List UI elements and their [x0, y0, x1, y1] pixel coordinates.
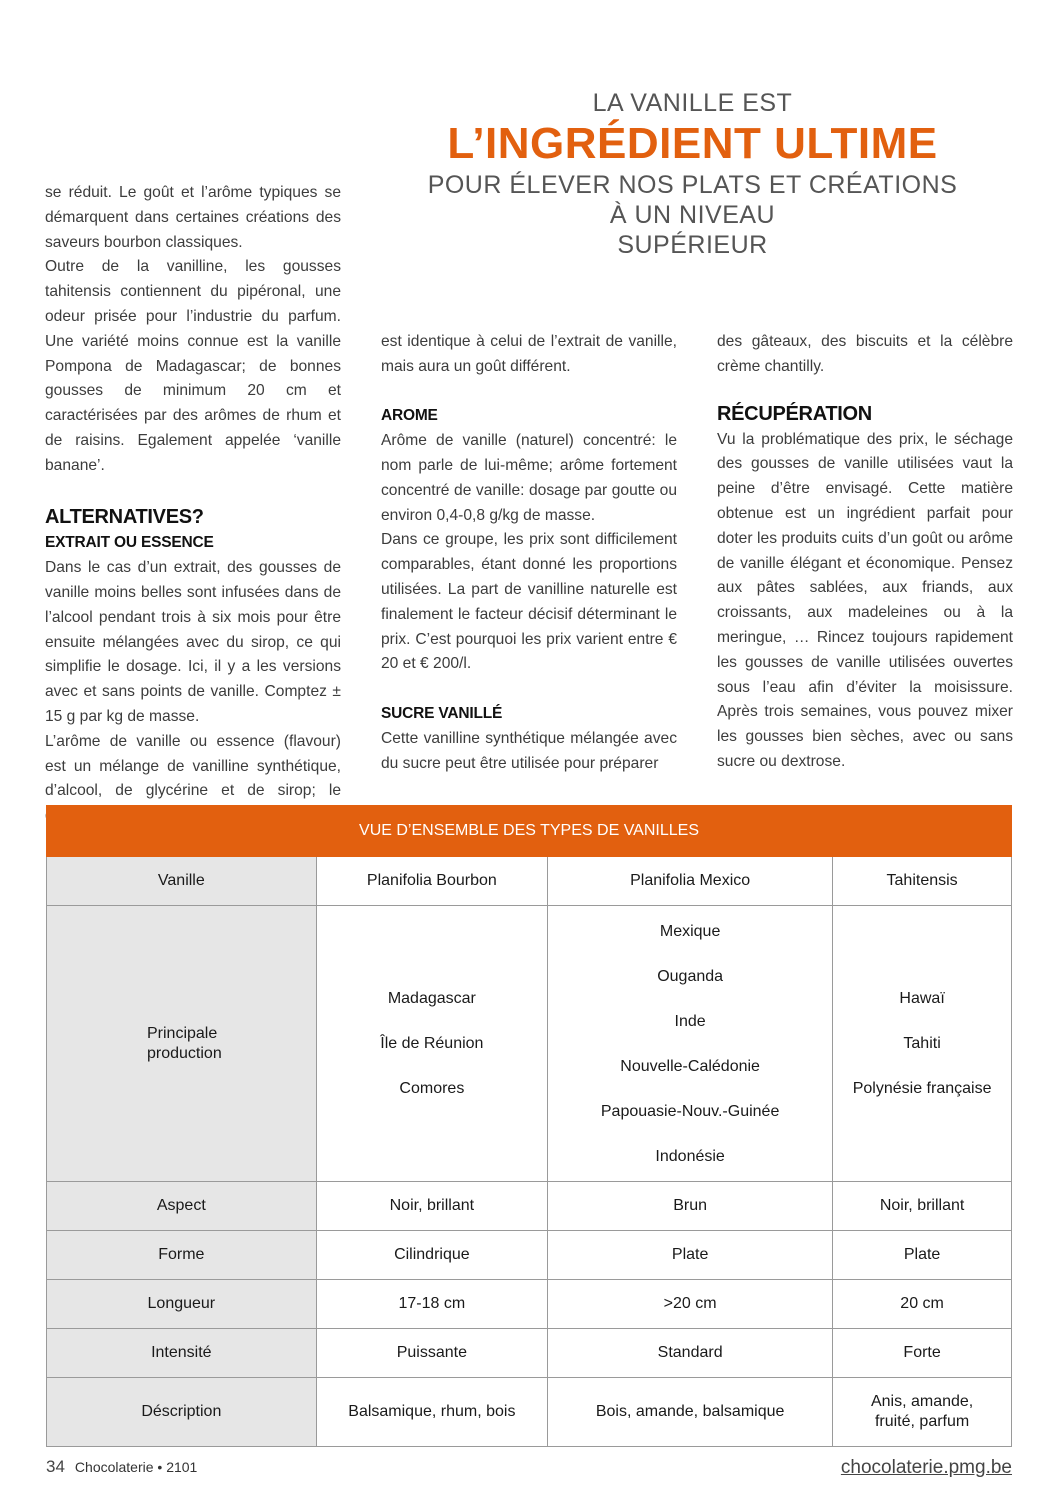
country: Ouganda: [657, 967, 724, 985]
table-row-forme: [47, 1231, 1012, 1280]
country: Hawaï: [899, 990, 945, 1007]
table-row-intensite: [47, 1329, 1012, 1378]
country: Île de Réunion: [380, 1035, 484, 1052]
article-column-3: [717, 330, 1013, 775]
table-title: VUE D’ENSEMBLE DES TYPES DE VANILLES: [47, 806, 1012, 857]
table-cell: Plate: [833, 1231, 1012, 1280]
table-row-longueur: [47, 1280, 1012, 1329]
table-cell: 17-18 cm: [316, 1280, 547, 1329]
table-row-description: [47, 1378, 1012, 1447]
paragraph: Dans le cas d’un extrait, des gousses de vanille moins belles sont infusées dans de l’alcool pendant trois à six mois pour être ensuite mélangées avec du sirop, ce qui simplifie le dosage. Ici, il y a les versions avec et sans points de vanille. Comptez ± 15 g par kg de masse.: [45, 559, 341, 725]
subheading-sucre-vanille: SUCRE VANILLÉ: [381, 704, 503, 722]
table-cell-label: Aspect: [47, 1182, 317, 1231]
table-cell: Noir, brillant: [316, 1182, 547, 1231]
paragraph: Dans ce groupe, les prix sont difficilement comparables, étant donné les proportions utilisées. La part de vanilline naturelle est finalement le facteur décisif déterminant le prix. C’est pourquoi les prix varient entre € 20 et € 200/l.: [381, 531, 677, 673]
table-cell: >20 cm: [548, 1280, 833, 1329]
website-link[interactable]: chocolaterie.pmg.be: [840, 1457, 1012, 1478]
table-cell: Bois, amande, balsamique: [548, 1378, 833, 1447]
table-cell-label: Vanille: [47, 857, 317, 906]
table-cell-label: Forme: [47, 1231, 317, 1280]
subheading-extrait: EXTRAIT OU ESSENCE: [45, 534, 214, 552]
table-cell-label: [47, 906, 317, 1182]
table-cell: Tahitensis: [833, 857, 1012, 906]
table-cell: [833, 1378, 1012, 1447]
table-cell: [548, 906, 833, 1182]
magazine-issue: Chocolaterie • 2101: [74, 1459, 198, 1475]
pull-quote-line-4: À UN NIVEAU: [609, 201, 776, 229]
footer-left: [46, 1457, 197, 1477]
table-cell: Noir, brillant: [833, 1182, 1012, 1231]
country: Indonésie: [655, 1147, 725, 1165]
table-cell: Puissante: [316, 1329, 547, 1378]
paragraph: Outre de la vanilline, les gousses tahitensis contiennent du pipéronal, une odeur prisée pour l’industrie du parfum. Une variété moins connue est la vanille Pompona de Madagascar; de bonnes gousses de minimum 20 cm et caractérisées par des arômes de rhum et de raisins. Egalement appelée ‘vanille banane’.: [45, 258, 341, 474]
pull-quote-line-1: LA VANILLE EST: [592, 89, 793, 117]
table-cell: Balsamique, rhum, bois: [316, 1378, 547, 1447]
table-row-production: [47, 906, 1012, 1182]
paragraph: Vu la problématique des prix, le séchage des gousses de vanille utilisées vaut la peine d’être envisagé. Cette matière obtenue est un ingrédient parfait pour doter les produits cuits d’un goût ou arôme de vanille élégant et économique. Pensez aux pâtes sablées, aux friands, aux croissants, aux madeleines ou à la meringue, … Rincez toujours rapidement les gousses de vanille utilisées ouvertes sous l’eau afin d’éviter la moisissure. Après trois semaines, vous pouvez mixer les gousses bien sèches, avec ou sans sucre ou dextrose.: [717, 430, 1013, 770]
paragraph: est identique à celui de l’extrait de vanille, mais aura un goût différent.: [381, 333, 677, 375]
country: Comores: [399, 1080, 465, 1097]
table-cell: [833, 906, 1012, 1182]
table-row-aspect: [47, 1182, 1012, 1231]
table-cell: Plate: [548, 1231, 833, 1280]
table-cell-label: Intensité: [47, 1329, 317, 1378]
country: Madagascar: [387, 990, 476, 1007]
subheading-arome: AROME: [381, 407, 438, 425]
pull-quote: [380, 88, 1005, 260]
country: Mexique: [659, 922, 721, 940]
pull-quote-line-3: POUR ÉLEVER NOS PLATS ET CRÉATIONS: [427, 171, 958, 199]
paragraph: Arôme de vanille (naturel) concentré: le nom parle de lui-même; arôme fortement concentré de vanille: dosage par goutte ou environ 0,4-0,8 g/kg de masse.: [381, 432, 677, 524]
article-column-2: [381, 330, 677, 776]
table-cell: Forte: [833, 1329, 1012, 1378]
paragraph: se réduit. Le goût et l’arôme typiques se démarquent dans certaines créations des saveurs bourbon classiques.: [45, 184, 341, 251]
table-cell: [316, 906, 547, 1182]
section-heading-alternatives: ALTERNATIVES?: [45, 506, 204, 529]
country: Inde: [674, 1012, 706, 1030]
country: Tahiti: [903, 1035, 941, 1052]
pull-quote-highlight: L’INGRÉDIENT ULTIME: [447, 119, 938, 168]
page-number: 34: [46, 1457, 65, 1476]
country: Polynésie française: [852, 1080, 992, 1097]
table-cell: 20 cm: [833, 1280, 1012, 1329]
country: Papouasie-Nouv.-Guinée: [600, 1102, 780, 1120]
paragraph: L’arôme de vanille ou essence (flavour) est un mélange de vanilline synthétique, d’alcool, de glycérine et de sirop; le: [45, 732, 341, 800]
table-cell: Brun: [548, 1182, 833, 1231]
pull-quote-line-5: SUPÉRIEUR: [617, 231, 768, 259]
article-column-1: [45, 181, 341, 829]
table-cell-label: Longueur: [47, 1280, 317, 1329]
country: Nouvelle-Calédonie: [620, 1057, 760, 1075]
table-cell: Cilindrique: [316, 1231, 547, 1280]
description-text: Anis, amande, fruité, parfum: [870, 1393, 974, 1430]
table-cell-label: Déscription: [47, 1378, 317, 1447]
table-cell: Planifolia Mexico: [548, 857, 833, 906]
paragraph: Cette vanilline synthétique mélangée avec du sucre peut être utilisée pour préparer: [381, 729, 677, 772]
section-heading-recuperation: RÉCUPÉRATION: [717, 402, 872, 425]
vanilla-types-table: [46, 805, 1012, 1447]
paragraph: des gâteaux, des biscuits et la célèbre crème chantilly.: [717, 333, 1013, 375]
production-label: Principale production: [147, 1024, 222, 1062]
table-cell: Standard: [548, 1329, 833, 1378]
table-cell: Planifolia Bourbon: [316, 857, 547, 906]
table-row-header: [47, 857, 1012, 906]
